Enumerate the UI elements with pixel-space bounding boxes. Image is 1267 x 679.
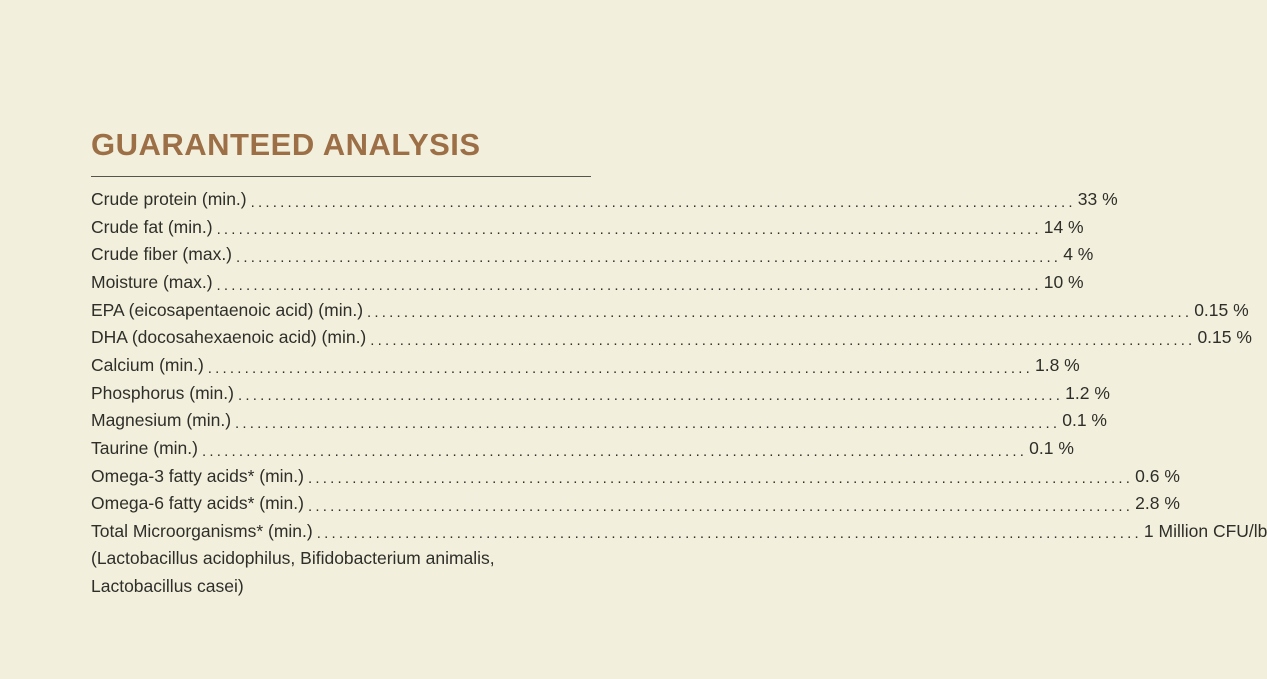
- analysis-list: [91, 186, 1267, 545]
- nutrient-label: Omega-3 fatty acids* (min.): [91, 465, 304, 486]
- dot-leader: ................................................................................................................: [250, 193, 1076, 211]
- dot-leader: ................................................................................................................: [307, 497, 1134, 515]
- nutrient-label: Crude fiber (max.): [91, 244, 233, 265]
- nutrient-value: 14 %: [1043, 216, 1084, 237]
- analysis-row: [91, 241, 1094, 269]
- dot-leader: ................................................................................................................: [307, 470, 1134, 488]
- dot-leader: ................................................................................................................: [207, 359, 1033, 377]
- analysis-row: [91, 380, 1110, 408]
- page-title: GUARANTEED ANALYSIS: [91, 127, 481, 162]
- nutrient-value: 1.2 %: [1065, 382, 1110, 403]
- analysis-row: [91, 324, 1252, 352]
- dot-leader: ................................................................................................................: [216, 276, 1042, 294]
- analysis-row: [91, 435, 1074, 463]
- nutrient-value: 33 %: [1077, 189, 1118, 210]
- analysis-row: [91, 463, 1180, 491]
- footnote: (Lactobacillus acidophilus, Bifidobacterium animalis, Lactobacillus casei): [91, 548, 495, 597]
- nutrient-value: 4 %: [1063, 244, 1094, 265]
- title-divider: [91, 176, 591, 177]
- nutrient-value: 1 Million CFU/lb: [1143, 520, 1267, 541]
- analysis-row: [91, 518, 1267, 546]
- nutrient-label: Calcium (min.): [91, 354, 204, 375]
- dot-leader: ................................................................................................................: [370, 331, 1196, 349]
- nutrient-label: Crude protein (min.): [91, 189, 247, 210]
- dot-leader: ................................................................................................................: [235, 414, 1061, 432]
- analysis-row: [91, 407, 1107, 435]
- dot-leader: ................................................................................................................: [201, 442, 1028, 460]
- analysis-row: [91, 352, 1080, 380]
- analysis-row: [91, 269, 1084, 297]
- dot-leader: ................................................................................................................: [236, 249, 1062, 267]
- nutrient-value: 0.15 %: [1197, 327, 1252, 348]
- guaranteed-analysis-panel: [91, 127, 1267, 601]
- nutrient-value: 10 %: [1043, 272, 1084, 293]
- nutrient-label: Total Microorganisms* (min.): [91, 520, 313, 541]
- nutrient-label: Phosphorus (min.): [91, 382, 234, 403]
- nutrient-label: DHA (docosahexaenoic acid) (min.): [91, 327, 367, 348]
- analysis-row: [91, 297, 1249, 325]
- nutrient-label: Taurine (min.): [91, 437, 198, 458]
- nutrient-label: Crude fat (min.): [91, 216, 213, 237]
- nutrient-value: 0.1 %: [1029, 437, 1074, 458]
- nutrient-label: EPA (eicosapentaenoic acid) (min.): [91, 299, 364, 320]
- nutrient-label: Moisture (max.): [91, 272, 213, 293]
- dot-leader: ................................................................................................................: [316, 525, 1142, 543]
- nutrient-value: 2.8 %: [1135, 493, 1180, 514]
- nutrient-value: 1.8 %: [1034, 354, 1080, 375]
- analysis-row: [91, 214, 1084, 242]
- analysis-row: [91, 490, 1180, 518]
- nutrient-label: Magnesium (min.): [91, 410, 232, 431]
- nutrient-value: 0.1 %: [1062, 410, 1107, 431]
- nutrient-value: 0.15 %: [1194, 299, 1249, 320]
- dot-leader: ................................................................................................................: [237, 387, 1064, 405]
- dot-leader: ................................................................................................................: [367, 304, 1193, 322]
- nutrient-label: Omega-6 fatty acids* (min.): [91, 493, 304, 514]
- nutrient-value: 0.6 %: [1135, 465, 1180, 486]
- dot-leader: ................................................................................................................: [216, 221, 1042, 239]
- analysis-row: [91, 186, 1118, 214]
